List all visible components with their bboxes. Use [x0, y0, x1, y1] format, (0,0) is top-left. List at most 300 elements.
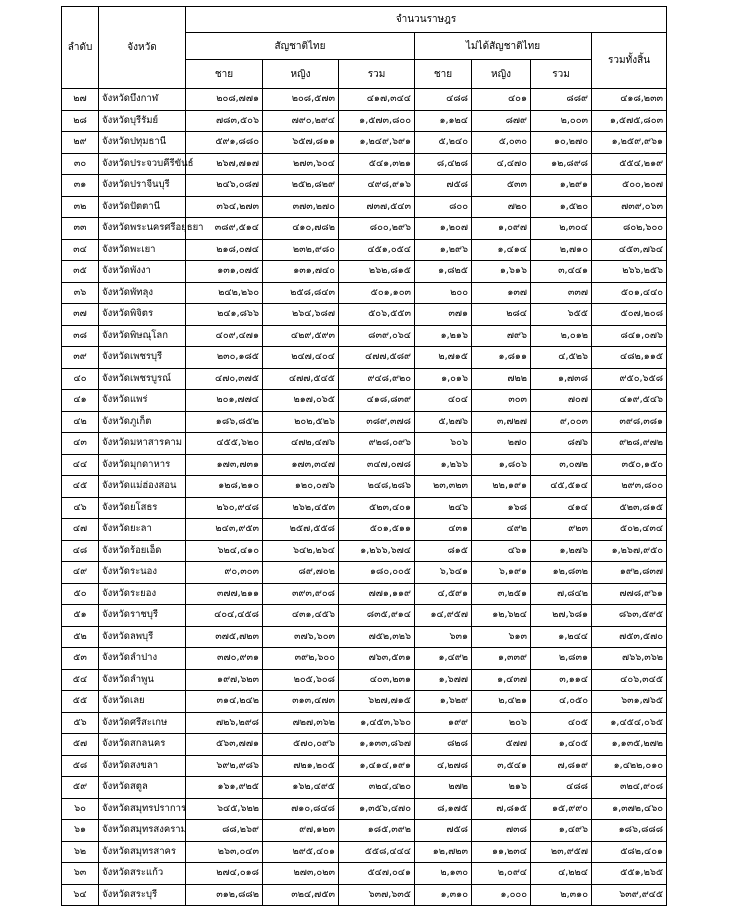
cell-grand-total: ๑๘๖,๘๘๘ [592, 820, 667, 842]
cell-thai-male: ๒๖๗,๗๑๗ [186, 153, 263, 175]
cell-nonthai-male: ๒,๗๑๕ [415, 347, 472, 369]
cell-thai-total: ๘๓๕,๙๑๔ [339, 605, 415, 627]
cell-grand-total: ๒๙๓,๘๐๐ [592, 476, 667, 498]
cell-nonthai-male: ๔,๕๙๑ [415, 583, 472, 605]
cell-grand-total: ๖๓๑,๗๖๕ [592, 691, 667, 713]
cell-nonthai-total: ๑,๕๒๐ [531, 196, 592, 218]
cell-nonthai-female: ๕๓๓ [472, 175, 531, 197]
cell-nonthai-total: ๑๐,๒๗๐ [531, 132, 592, 154]
cell-thai-total: ๕๕๘,๔๔๔ [339, 841, 415, 863]
cell-nonthai-male: ๒๐๐ [415, 282, 472, 304]
cell-grand-total: ๔๑๙,๕๔๖ [592, 390, 667, 412]
cell-thai-total: ๕๒๓,๔๐๑ [339, 497, 415, 519]
cell-thai-female: ๗๒๑,๒๐๕ [263, 755, 339, 777]
cell-thai-total: ๕๔๗,๐๔๑ [339, 863, 415, 885]
cell-thai-female: ๒๗๓,๐๒๓ [263, 863, 339, 885]
cell-province: จังหวัดพิษณุโลก [99, 325, 186, 347]
cell-order: ๒๘ [62, 110, 99, 132]
cell-thai-total: ๖๒๗,๗๑๕ [339, 691, 415, 713]
cell-nonthai-male: ๕,๒๔๐ [415, 132, 472, 154]
cell-thai-male: ๕๙๑,๘๘๐ [186, 132, 263, 154]
cell-grand-total: ๕๒๓,๘๑๕ [592, 497, 667, 519]
cell-thai-female: ๒๔๗,๔๐๔ [263, 347, 339, 369]
header-nonthai-total: รวม [531, 60, 592, 89]
cell-nonthai-female: ๑,๐๙๗ [472, 218, 531, 240]
cell-grand-total: ๑๙๒,๘๓๗ [592, 562, 667, 584]
cell-thai-female: ๒๗๓,๖๐๔ [263, 153, 339, 175]
cell-order: ๓๗ [62, 304, 99, 326]
cell-thai-male: ๔๗๐,๓๗๕ [186, 368, 263, 390]
cell-nonthai-total: ๓,๔๔๑ [531, 261, 592, 283]
cell-thai-female: ๔๓๑,๔๕๖ [263, 605, 339, 627]
cell-nonthai-female: ๑,๘๐๖ [472, 454, 531, 476]
cell-grand-total: ๑,๓๗๒,๔๖๐ [592, 798, 667, 820]
cell-thai-male: ๓๗๕,๗๒๓ [186, 626, 263, 648]
cell-thai-total: ๕๐๑,๑๐๓ [339, 282, 415, 304]
cell-thai-female: ๓๒๔,๗๕๓ [263, 884, 339, 906]
cell-province: จังหวัดสตูล [99, 777, 186, 799]
cell-thai-total: ๔๑๗,๓๔๔ [339, 89, 415, 111]
cell-thai-female: ๙๗,๑๒๓ [263, 820, 339, 842]
cell-thai-male: ๒๖๐,๙๔๘ [186, 497, 263, 519]
cell-thai-male: ๑๒๘,๒๑๐ [186, 476, 263, 498]
cell-thai-total: ๘๓๙,๐๖๔ [339, 325, 415, 347]
header-thai-female: หญิง [263, 60, 339, 89]
cell-province: จังหวัดร้อยเอ็ด [99, 540, 186, 562]
table-row [62, 691, 667, 713]
table-row [62, 282, 667, 304]
cell-thai-total: ๔๗๗,๕๘๙ [339, 347, 415, 369]
cell-thai-male: ๒๔๑,๘๖๖ [186, 304, 263, 326]
table-row [62, 411, 667, 433]
table-row [62, 304, 667, 326]
cell-province: จังหวัดพะเยา [99, 239, 186, 261]
cell-thai-male: ๑๙๗,๖๒๓ [186, 669, 263, 691]
cell-nonthai-total: ๙,๐๐๓ [531, 411, 592, 433]
cell-province: จังหวัดลพบุรี [99, 626, 186, 648]
cell-nonthai-male: ๔๓๑ [415, 519, 472, 541]
table-row [62, 261, 667, 283]
table-row [62, 454, 667, 476]
cell-thai-female: ๒๕๘,๘๔๓ [263, 282, 339, 304]
cell-thai-total: ๑,๕๗๓,๘๐๐ [339, 110, 415, 132]
cell-province: จังหวัดภูเก็ต [99, 411, 186, 433]
cell-thai-male: ๓๖๔,๒๗๓ [186, 196, 263, 218]
cell-thai-female: ๑๗๓,๓๔๗ [263, 454, 339, 476]
cell-thai-total: ๕๐๖,๕๕๓ [339, 304, 415, 326]
cell-grand-total: ๘๐๒,๖๐๐ [592, 218, 667, 240]
cell-thai-male: ๓๑๔,๒๔๒ [186, 691, 263, 713]
cell-order: ๖๓ [62, 863, 99, 885]
cell-nonthai-total: ๔๐๕ [531, 712, 592, 734]
cell-order: ๔๓ [62, 433, 99, 455]
cell-thai-female: ๑๓๑,๗๔๐ [263, 261, 339, 283]
cell-nonthai-male: ๑,๔๙๒ [415, 648, 472, 670]
cell-province: จังหวัดยะลา [99, 519, 186, 541]
header-thai-nationality: สัญชาติไทย [186, 33, 415, 60]
cell-thai-male: ๒๐๘,๗๗๑ [186, 89, 263, 111]
cell-grand-total: ๔๑๘,๒๓๓ [592, 89, 667, 111]
cell-thai-male: ๑๓๑,๐๗๕ [186, 261, 263, 283]
cell-thai-male: ๒๔๖,๐๘๗ [186, 175, 263, 197]
cell-thai-total: ๙๒๘,๐๙๖ [339, 433, 415, 455]
table-row [62, 863, 667, 885]
cell-thai-female: ๓๗๖,๖๐๓ [263, 626, 339, 648]
cell-nonthai-total: ๔,๒๒๔ [531, 863, 592, 885]
cell-thai-female: ๒๐๕,๖๐๘ [263, 669, 339, 691]
cell-nonthai-total: ๔๑๔ [531, 497, 592, 519]
cell-nonthai-female: ๓,๕๔๑ [472, 755, 531, 777]
cell-thai-male: ๖๒๔,๔๑๐ [186, 540, 263, 562]
cell-thai-male: ๙๐,๓๐๓ [186, 562, 263, 584]
cell-nonthai-female: ๒๘๔ [472, 304, 531, 326]
cell-thai-total: ๗๓๗,๕๔๓ [339, 196, 415, 218]
cell-order: ๕๖ [62, 712, 99, 734]
cell-nonthai-male: ๘,๑๗๕ [415, 798, 472, 820]
cell-thai-male: ๑๖๑,๙๒๕ [186, 777, 263, 799]
cell-province: จังหวัดสระบุรี [99, 884, 186, 906]
table-row [62, 368, 667, 390]
cell-thai-female: ๓๙๓,๙๐๘ [263, 583, 339, 605]
cell-thai-male: ๒๑๘,๐๗๔ [186, 239, 263, 261]
cell-nonthai-male: ๑๒,๗๒๓ [415, 841, 472, 863]
cell-grand-total: ๑,๔๒๒,๐๑๐ [592, 755, 667, 777]
table-row [62, 648, 667, 670]
cell-nonthai-male: ๓๗๑ [415, 304, 472, 326]
cell-province: จังหวัดมหาสารคาม [99, 433, 186, 455]
cell-nonthai-female: ๗๙๖ [472, 325, 531, 347]
cell-thai-total: ๑,๓๕๖,๔๗๐ [339, 798, 415, 820]
cell-nonthai-total: ๑,๒๙๑ [531, 175, 592, 197]
cell-nonthai-male: ๒๗๒ [415, 777, 472, 799]
cell-nonthai-male: ๖๓๑ [415, 626, 472, 648]
cell-order: ๕๘ [62, 755, 99, 777]
cell-order: ๔๕ [62, 476, 99, 498]
cell-thai-male: ๓๑๒,๘๘๒ [186, 884, 263, 906]
cell-thai-female: ๖๕๗,๘๑๑ [263, 132, 339, 154]
cell-nonthai-total: ๙๒๓ [531, 519, 592, 541]
cell-thai-female: ๗๙๐,๒๙๔ [263, 110, 339, 132]
cell-nonthai-male: ๕,๒๗๖ [415, 411, 472, 433]
cell-thai-total: ๔๑๘,๘๓๙ [339, 390, 415, 412]
cell-thai-total: ๑,๒๔๙,๖๙๑ [339, 132, 415, 154]
cell-nonthai-female: ๑๖๘ [472, 497, 531, 519]
cell-thai-female: ๓๙๒,๖๐๐ [263, 648, 339, 670]
cell-thai-female: ๔๑๐,๗๘๒ [263, 218, 339, 240]
cell-grand-total: ๑,๑๓๕,๒๗๒ [592, 734, 667, 756]
cell-nonthai-total: ๓,๑๑๔ [531, 669, 592, 691]
cell-nonthai-male: ๑,๐๑๖ [415, 368, 472, 390]
cell-thai-total: ๔๐๓,๒๓๑ [339, 669, 415, 691]
cell-thai-male: ๓๘๙,๕๑๔ [186, 218, 263, 240]
header-thai-male: ชาย [186, 60, 263, 89]
table-row [62, 777, 667, 799]
cell-nonthai-male: ๒,๑๓๐ [415, 863, 472, 885]
cell-order: ๓๔ [62, 239, 99, 261]
header-grand-total: รวมทั้งสิ้น [592, 33, 667, 89]
cell-nonthai-female: ๑,๘๑๑ [472, 347, 531, 369]
table-row [62, 325, 667, 347]
cell-nonthai-total: ๒,๓๑๐ [531, 884, 592, 906]
cell-grand-total: ๔๕๓,๗๖๔ [592, 239, 667, 261]
cell-grand-total: ๑,๕๗๕,๘๐๓ [592, 110, 667, 132]
cell-nonthai-total: ๗๐๗ [531, 390, 592, 412]
cell-nonthai-female: ๔๙๒ [472, 519, 531, 541]
cell-nonthai-male: ๔,๒๗๘ [415, 755, 472, 777]
cell-nonthai-female: ๔,๔๗๐ [472, 153, 531, 175]
cell-grand-total: ๙๕๐,๖๕๘ [592, 368, 667, 390]
table-row [62, 390, 667, 412]
cell-province: จังหวัดพัทลุง [99, 282, 186, 304]
cell-nonthai-male: ๑,๒๐๗ [415, 218, 472, 240]
table-row [62, 153, 667, 175]
cell-thai-female: ๒๕๒,๘๒๙ [263, 175, 339, 197]
cell-nonthai-total: ๑,๔๙๖ [531, 820, 592, 842]
cell-thai-male: ๒๔๒,๒๖๐ [186, 282, 263, 304]
cell-thai-total: ๑,๒๖๖,๖๗๔ [339, 540, 415, 562]
cell-thai-total: ๑๘๐,๐๐๕ [339, 562, 415, 584]
cell-thai-male: ๒๐๑,๗๗๔ [186, 390, 263, 412]
cell-nonthai-male: ๒๓,๓๒๓ [415, 476, 472, 498]
cell-nonthai-total: ๒,๓๐๔ [531, 218, 592, 240]
cell-province: จังหวัดประจวบคีรีขันธ์ [99, 153, 186, 175]
cell-thai-male: ๑๘๖,๘๕๒ [186, 411, 263, 433]
cell-order: ๓๑ [62, 175, 99, 197]
cell-nonthai-female: ๘๗๙ [472, 110, 531, 132]
cell-nonthai-female: ๗๒๐ [472, 196, 531, 218]
cell-order: ๔๖ [62, 497, 99, 519]
cell-grand-total: ๗๗๘,๙๖๑ [592, 583, 667, 605]
cell-province: จังหวัดสงขลา [99, 755, 186, 777]
cell-order: ๔๐ [62, 368, 99, 390]
cell-thai-female: ๒๖๒,๔๕๓ [263, 497, 339, 519]
cell-thai-female: ๔๗๗,๕๔๕ [263, 368, 339, 390]
cell-nonthai-male: ๑,๘๒๕ [415, 261, 472, 283]
cell-order: ๕๒ [62, 626, 99, 648]
cell-nonthai-female: ๒,๔๒๑ [472, 691, 531, 713]
cell-order: ๔๗ [62, 519, 99, 541]
cell-province: จังหวัดปทุมธานี [99, 132, 186, 154]
cell-nonthai-female: ๑๓๗ [472, 282, 531, 304]
cell-grand-total: ๗๕๓,๕๗๐ [592, 626, 667, 648]
cell-nonthai-total: ๓๓๗ [531, 282, 592, 304]
cell-thai-total: ๖๓๗,๖๓๕ [339, 884, 415, 906]
cell-province: จังหวัดลำปาง [99, 648, 186, 670]
cell-order: ๕๗ [62, 734, 99, 756]
header-thai-total: รวม [339, 60, 415, 89]
cell-province: จังหวัดปราจีนบุรี [99, 175, 186, 197]
header-population: จำนวนราษฎร [186, 7, 667, 33]
cell-thai-male: ๗๘๓,๕๐๖ [186, 110, 263, 132]
cell-thai-female: ๕๗๐,๐๙๖ [263, 734, 339, 756]
cell-grand-total: ๑,๔๕๔,๐๖๕ [592, 712, 667, 734]
table-row [62, 110, 667, 132]
cell-nonthai-female: ๒๑๖ [472, 777, 531, 799]
cell-nonthai-total: ๑,๗๓๘ [531, 368, 592, 390]
cell-thai-female: ๑๖๒,๔๙๕ [263, 777, 339, 799]
cell-thai-total: ๔๙๘,๙๑๖ [339, 175, 415, 197]
cell-nonthai-total: ๑๕,๙๙๐ [531, 798, 592, 820]
cell-nonthai-male: ๑,๖๒๙ [415, 691, 472, 713]
header-nonthai-female: หญิง [472, 60, 531, 89]
cell-nonthai-female: ๗๓๘ [472, 820, 531, 842]
cell-thai-female: ๒๖๔,๖๘๗ [263, 304, 339, 326]
cell-thai-female: ๒๐๘,๕๗๓ [263, 89, 339, 111]
cell-nonthai-total: ๘๘๙ [531, 89, 592, 111]
cell-province: จังหวัดสมุทรสงคราม [99, 820, 186, 842]
cell-grand-total: ๔๐๖,๓๔๕ [592, 669, 667, 691]
cell-thai-female: ๒๓๒,๙๘๐ [263, 239, 339, 261]
cell-province: จังหวัดระนอง [99, 562, 186, 584]
cell-nonthai-male: ๖๐๖ [415, 433, 472, 455]
cell-nonthai-female: ๕,๐๓๐ [472, 132, 531, 154]
cell-thai-female: ๑๒๐,๐๗๖ [263, 476, 339, 498]
cell-nonthai-total: ๒,๐๐๓ [531, 110, 592, 132]
cell-nonthai-total: ๑,๒๔๔ [531, 626, 592, 648]
cell-nonthai-male: ๑,๒๖๖ [415, 454, 472, 476]
cell-thai-total: ๒๔๘,๒๘๖ [339, 476, 415, 498]
cell-province: จังหวัดสกลนคร [99, 734, 186, 756]
cell-thai-total: ๑,๑๓๓,๘๖๗ [339, 734, 415, 756]
cell-thai-total: ๓๒๔,๔๒๐ [339, 777, 415, 799]
cell-grand-total: ๓๙๘,๓๘๑ [592, 411, 667, 433]
table-row [62, 218, 667, 240]
cell-nonthai-male: ๑,๑๒๔ [415, 110, 472, 132]
table-row [62, 347, 667, 369]
table-row [62, 820, 667, 842]
cell-thai-total: ๗๕๒,๓๒๖ [339, 626, 415, 648]
cell-nonthai-total: ๑,๔๐๕ [531, 734, 592, 756]
cell-order: ๕๐ [62, 583, 99, 605]
table-row [62, 798, 667, 820]
cell-nonthai-female: ๒๐๖ [472, 712, 531, 734]
cell-nonthai-male: ๗๕๘ [415, 820, 472, 842]
cell-province: จังหวัดมุกดาหาร [99, 454, 186, 476]
cell-province: จังหวัดราชบุรี [99, 605, 186, 627]
cell-grand-total: ๕๘๒,๔๐๑ [592, 841, 667, 863]
cell-thai-male: ๔๕๕,๖๒๐ [186, 433, 263, 455]
cell-grand-total: ๕๐๗,๒๐๘ [592, 304, 667, 326]
cell-order: ๓๒ [62, 196, 99, 218]
table-row [62, 712, 667, 734]
cell-order: ๓๓ [62, 218, 99, 240]
cell-province: จังหวัดเลย [99, 691, 186, 713]
table-row [62, 132, 667, 154]
cell-province: จังหวัดแม่ฮ่องสอน [99, 476, 186, 498]
cell-grand-total: ๗๓๙,๐๖๓ [592, 196, 667, 218]
cell-grand-total: ๕๐๑,๔๔๐ [592, 282, 667, 304]
cell-thai-female: ๒๙๕,๔๐๑ [263, 841, 339, 863]
cell-order: ๓๐ [62, 153, 99, 175]
cell-order: ๖๔ [62, 884, 99, 906]
cell-order: ๕๔ [62, 669, 99, 691]
cell-province: จังหวัดบุรีรัมย์ [99, 110, 186, 132]
cell-nonthai-female: ๑,๓๓๙ [472, 648, 531, 670]
cell-nonthai-total: ๑,๒๗๖ [531, 540, 592, 562]
cell-province: จังหวัดแพร่ [99, 390, 186, 412]
cell-province: จังหวัดสมุทรสาคร [99, 841, 186, 863]
cell-thai-total: ๙๔๘,๙๒๐ [339, 368, 415, 390]
cell-nonthai-male: ๑,๒๙๖ [415, 239, 472, 261]
cell-nonthai-female: ๔๖๑ [472, 540, 531, 562]
cell-nonthai-male: ๑๙๙ [415, 712, 472, 734]
table-row [62, 605, 667, 627]
cell-nonthai-total: ๒๓,๙๕๗ [531, 841, 592, 863]
table-row [62, 476, 667, 498]
cell-nonthai-female: ๑,๐๐๐ [472, 884, 531, 906]
cell-province: จังหวัดพิจิตร [99, 304, 186, 326]
cell-nonthai-male: ๘,๔๒๘ [415, 153, 472, 175]
cell-nonthai-female: ๖๑๓ [472, 626, 531, 648]
cell-order: ๔๔ [62, 454, 99, 476]
cell-nonthai-female: ๑,๖๑๖ [472, 261, 531, 283]
cell-thai-female: ๓๑๓,๔๗๓ [263, 691, 339, 713]
cell-thai-total: ๕๔๑,๓๒๑ [339, 153, 415, 175]
population-table [61, 6, 667, 906]
cell-grand-total: ๔๘๒,๑๑๕ [592, 347, 667, 369]
table-row [62, 433, 667, 455]
cell-nonthai-total: ๒,๘๓๑ [531, 648, 592, 670]
cell-nonthai-female: ๗๒๒ [472, 368, 531, 390]
cell-thai-male: ๑๗๓,๗๓๑ [186, 454, 263, 476]
cell-nonthai-total: ๒,๐๑๒ [531, 325, 592, 347]
cell-thai-total: ๗๗๑,๑๑๙ [339, 583, 415, 605]
cell-nonthai-total: ๔๕,๕๑๔ [531, 476, 592, 498]
cell-order: ๓๖ [62, 282, 99, 304]
cell-grand-total: ๕๕๑,๒๖๕ [592, 863, 667, 885]
cell-thai-male: ๒๓๐,๑๘๕ [186, 347, 263, 369]
cell-thai-male: ๗๒๖,๒๙๘ [186, 712, 263, 734]
cell-nonthai-female: ๕๗๗ [472, 734, 531, 756]
cell-nonthai-male: ๒๔๖ [415, 497, 472, 519]
cell-nonthai-total: ๔,๐๕๐ [531, 691, 592, 713]
cell-thai-total: ๘๐๐,๒๙๖ [339, 218, 415, 240]
cell-grand-total: ๘๔๑,๐๗๖ [592, 325, 667, 347]
cell-nonthai-male: ๘๐๐ [415, 196, 472, 218]
cell-order: ๖๐ [62, 798, 99, 820]
cell-nonthai-female: ๒๗๐ [472, 433, 531, 455]
cell-nonthai-male: ๔๐๔ [415, 390, 472, 412]
cell-nonthai-total: ๒,๗๑๐ [531, 239, 592, 261]
table-row [62, 239, 667, 261]
cell-nonthai-male: ๗๕๘ [415, 175, 472, 197]
cell-order: ๓๘ [62, 325, 99, 347]
cell-nonthai-total: ๓,๐๗๒ [531, 454, 592, 476]
table-row [62, 734, 667, 756]
cell-grand-total: ๙๒๘,๙๗๒ [592, 433, 667, 455]
cell-order: ๔๙ [62, 562, 99, 584]
header-order: ลำดับ [62, 7, 99, 89]
cell-nonthai-female: ๔๐๑ [472, 89, 531, 111]
cell-order: ๔๑ [62, 390, 99, 412]
cell-order: ๒๙ [62, 132, 99, 154]
cell-thai-female: ๒๕๗,๕๕๘ [263, 519, 339, 541]
cell-nonthai-total: ๘๗๖ [531, 433, 592, 455]
cell-nonthai-female: ๒๒,๑๙๑ [472, 476, 531, 498]
cell-nonthai-male: ๑,๒๑๖ [415, 325, 472, 347]
cell-thai-female: ๒๑๗,๐๖๕ [263, 390, 339, 412]
cell-nonthai-female: ๑,๔๑๔ [472, 239, 531, 261]
cell-order: ๕๙ [62, 777, 99, 799]
table-row [62, 669, 667, 691]
cell-thai-male: ๔๐๙,๔๗๑ [186, 325, 263, 347]
cell-thai-total: ๔๕๑,๐๕๔ [339, 239, 415, 261]
cell-thai-male: ๓๗๗,๒๑๑ [186, 583, 263, 605]
cell-thai-male: ๕๖๓,๗๗๑ [186, 734, 263, 756]
cell-thai-total: ๕๐๑,๕๑๑ [339, 519, 415, 541]
cell-grand-total: ๗๖๖,๓๖๒ [592, 648, 667, 670]
cell-nonthai-total: ๗,๘๑๙ [531, 755, 592, 777]
